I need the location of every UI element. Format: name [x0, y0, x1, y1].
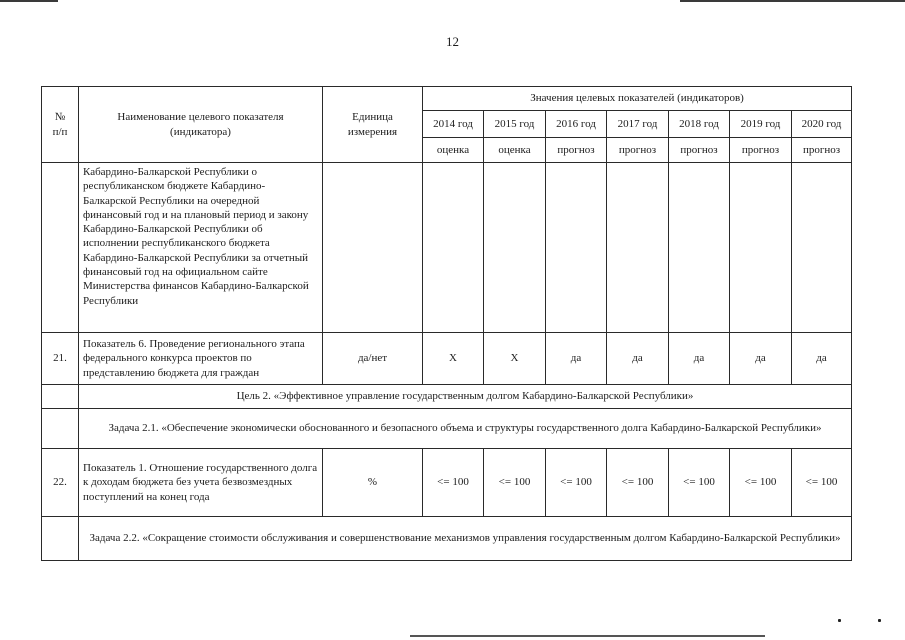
row-number: 21. [42, 333, 79, 385]
header-name: Наименование целевого показателя (индикатора) [79, 87, 323, 163]
cell-value-empty [484, 163, 546, 333]
goal-heading: Цель 2. «Эффективное управление государственным долгом Кабардино-Балкарской Республики» [79, 385, 852, 409]
indicators-table [41, 86, 852, 561]
cell-value-empty [730, 163, 792, 333]
indicator-value: да [730, 333, 792, 385]
indicator-unit: % [323, 449, 423, 517]
table-row-task-2-2 [42, 517, 852, 561]
scan-artifact-top-left [0, 0, 58, 2]
indicator-name: Показатель 1. Отношение государственного долга к доходам бюджета без учета безвозмездных поступлений на конец года [79, 449, 323, 517]
header-values-group: Значения целевых показателей (индикаторов) [423, 87, 852, 111]
table-row-21 [42, 333, 852, 385]
indicator-value: да [607, 333, 669, 385]
cell-num-empty [42, 409, 79, 449]
scan-artifact-dot [838, 619, 841, 622]
header-status: оценка [484, 138, 546, 163]
header-unit: Единица измерения [323, 87, 423, 163]
cell-value-empty [423, 163, 484, 333]
indicator-value: Х [423, 333, 484, 385]
header-status: прогноз [792, 138, 852, 163]
page-number: 12 [446, 34, 459, 49]
table-row-goal-2 [42, 385, 852, 409]
header-status: прогноз [669, 138, 730, 163]
header-num: № п/п [42, 87, 79, 163]
indicator-value: Х [484, 333, 546, 385]
indicator-value: да [792, 333, 852, 385]
task-heading: Задача 2.2. «Сокращение стоимости обслуживания и совершенствование механизмов управления государственным долгом Кабардино-Балкарской Республики» [79, 517, 852, 561]
cell-value-empty [607, 163, 669, 333]
cell-num-empty [42, 517, 79, 561]
scan-artifact-top-right [680, 0, 905, 2]
header-status: прогноз [546, 138, 607, 163]
header-status: прогноз [730, 138, 792, 163]
header-year: 2016 год [546, 111, 607, 138]
cell-value-empty [792, 163, 852, 333]
indicator-name: Показатель 6. Проведение регионального этапа федерального конкурса проектов по представлению бюджета для граждан [79, 333, 323, 385]
header-year: 2015 год [484, 111, 546, 138]
table-row-22 [42, 449, 852, 517]
header-year: 2014 год [423, 111, 484, 138]
header-status: оценка [423, 138, 484, 163]
indicator-value: <= 100 [730, 449, 792, 517]
indicator-value: <= 100 [607, 449, 669, 517]
header-year: 2017 год [607, 111, 669, 138]
cell-unit-empty [323, 163, 423, 333]
indicator-value: <= 100 [484, 449, 546, 517]
row-number: 22. [42, 449, 79, 517]
header-year: 2019 год [730, 111, 792, 138]
table-row-task-2-1 [42, 409, 852, 449]
scan-artifact-dot [878, 619, 881, 622]
header-year: 2018 год [669, 111, 730, 138]
indicator-unit: да/нет [323, 333, 423, 385]
header-row-group [42, 87, 852, 111]
indicator-value: <= 100 [669, 449, 730, 517]
task-heading: Задача 2.1. «Обеспечение экономически обоснованного и безопасного объема и структуры государственного долга Кабардино-Балкарской Республики» [79, 409, 852, 449]
scan-artifact-bottom [410, 635, 765, 637]
indicator-value: <= 100 [792, 449, 852, 517]
table-row-continuation [42, 163, 852, 333]
header-year: 2020 год [792, 111, 852, 138]
indicator-value: да [546, 333, 607, 385]
cell-value-empty [669, 163, 730, 333]
cell-value-empty [546, 163, 607, 333]
indicator-value: да [669, 333, 730, 385]
cell-num-empty [42, 163, 79, 333]
cell-num-empty [42, 385, 79, 409]
indicator-name: Кабардино-Балкарской Республики о республиканском бюджете Кабардино-Балкарской Республики на очередной финансовый год и на плановый период и закону Кабардино-Балкарской Республики об исполнении республиканского бюджета Кабардино-Балкарской Республики за отчетный финансовый год на официальном сайте Министерства финансов Кабардино-Балкарской Республики [79, 163, 323, 333]
indicator-value: <= 100 [546, 449, 607, 517]
header-status: прогноз [607, 138, 669, 163]
indicator-value: <= 100 [423, 449, 484, 517]
